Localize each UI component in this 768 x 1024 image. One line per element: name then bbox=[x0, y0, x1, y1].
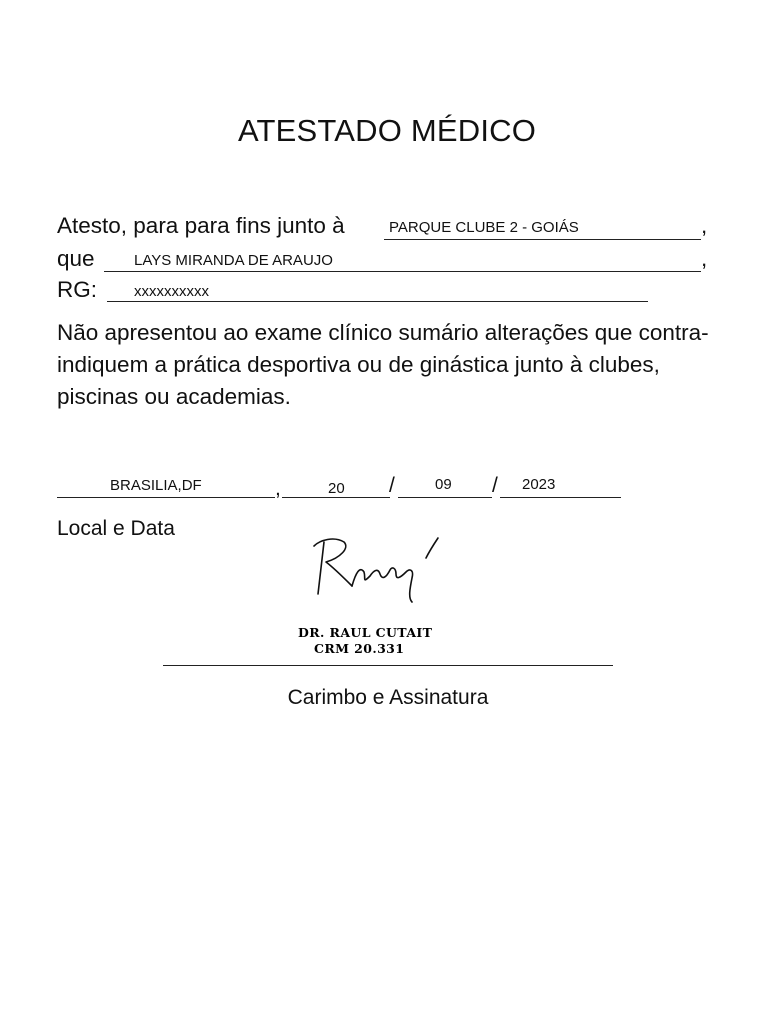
intro-prefix: Atesto, para para fins junto à bbox=[57, 213, 345, 238]
handwritten-signature bbox=[300, 528, 470, 608]
year-value: 2023 bbox=[522, 476, 556, 493]
rg-value: xxxxxxxxxx bbox=[134, 283, 209, 300]
date-label: Local e Data bbox=[57, 517, 175, 540]
rg-prefix: RG: bbox=[57, 277, 98, 302]
person-comma: , bbox=[701, 246, 708, 271]
date-slash-2: / bbox=[492, 474, 498, 497]
location-comma: , bbox=[275, 477, 281, 500]
day-underline bbox=[282, 497, 390, 498]
intro-comma: , bbox=[701, 213, 708, 238]
body-paragraph: Não apresentou ao exame clínico sumário alterações que contra-indiquem a prática desportiva ou de ginástica junto à clubes, piscinas ou academias. bbox=[57, 320, 709, 409]
person-name-value: LAYS MIRANDA DE ARAUJO bbox=[134, 252, 333, 269]
year-underline bbox=[500, 497, 621, 498]
document-title: ATESTADO MÉDICO bbox=[237, 113, 537, 148]
stamp-crm: CRM 20.331 bbox=[314, 641, 405, 656]
stamp-doctor-name: DR. RAUL CUTAIT bbox=[298, 625, 433, 640]
day-value: 20 bbox=[328, 480, 345, 497]
month-value: 09 bbox=[435, 476, 452, 493]
signature-stroke-tail bbox=[352, 568, 413, 602]
rg-underline bbox=[107, 301, 648, 302]
place-underline bbox=[384, 239, 701, 240]
location-underline bbox=[57, 497, 275, 498]
month-underline bbox=[398, 497, 492, 498]
person-underline bbox=[104, 271, 701, 272]
date-slash-1: / bbox=[389, 474, 395, 497]
place-value: PARQUE CLUBE 2 - GOIÁS bbox=[389, 219, 579, 236]
signature-stroke-r-stem bbox=[318, 542, 324, 594]
signature-label: Carimbo e Assinatura bbox=[287, 686, 489, 709]
signature-underline bbox=[163, 665, 613, 666]
location-value: BRASILIA,DF bbox=[110, 477, 202, 494]
person-prefix: que bbox=[57, 246, 95, 271]
signature-stroke-accent bbox=[426, 538, 438, 558]
